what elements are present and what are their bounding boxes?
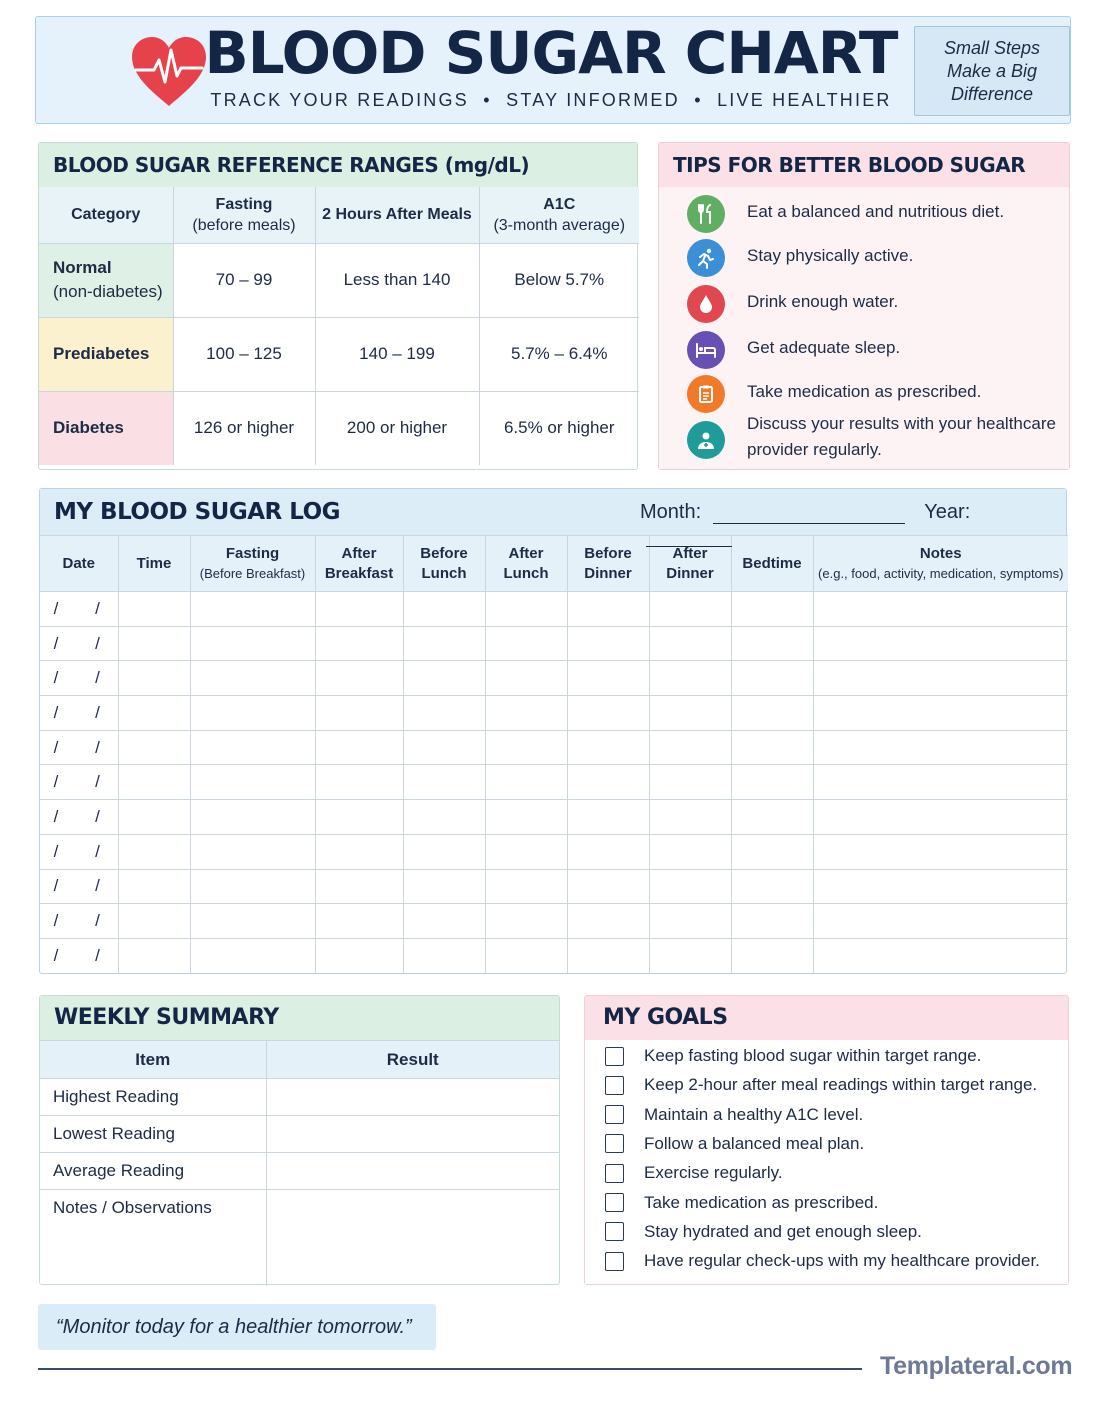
- log-entry-cell[interactable]: [813, 592, 1068, 627]
- log-entry-cell[interactable]: [813, 730, 1068, 765]
- water-drop-icon: [687, 285, 725, 323]
- reference-ranges-panel: [38, 142, 638, 470]
- log-entry-cell[interactable]: [118, 592, 190, 627]
- log-entry-cell[interactable]: [315, 626, 403, 661]
- goal-text: Maintain a healthy A1C level.: [644, 1104, 864, 1124]
- log-entry-cell[interactable]: [485, 938, 567, 973]
- goal-text: Exercise regularly.: [644, 1163, 783, 1183]
- summary-result-cell[interactable]: [266, 1190, 559, 1286]
- slogan-line: Small Steps: [943, 38, 1041, 58]
- log-title: MY BLOOD SUGAR LOG: [40, 489, 1066, 535]
- log-entry-cell[interactable]: [190, 592, 315, 627]
- range-cell: 5.7% – 6.4%: [479, 317, 639, 391]
- category-prediabetes: Prediabetes: [39, 317, 173, 391]
- slogan-line: Make a Big: [946, 61, 1038, 81]
- tip-text: Eat a balanced and nutritious diet.: [747, 202, 1005, 221]
- log-entry-cell[interactable]: [403, 834, 485, 869]
- date-cell[interactable]: / /: [40, 800, 118, 835]
- summary-row-label: Highest Reading: [40, 1079, 266, 1116]
- log-entry-cell[interactable]: [485, 869, 567, 904]
- category-diabetes: Diabetes: [39, 391, 173, 465]
- goal-checkbox[interactable]: [605, 1047, 624, 1066]
- goal-item: [605, 1193, 878, 1213]
- log-entry-cell[interactable]: [190, 730, 315, 765]
- log-entry-cell[interactable]: [403, 904, 485, 939]
- goal-item: [605, 1105, 863, 1125]
- log-row: [40, 834, 1068, 869]
- goal-checkbox[interactable]: [605, 1193, 624, 1212]
- goal-checkbox[interactable]: [605, 1252, 624, 1271]
- log-entry-cell[interactable]: [190, 800, 315, 835]
- log-row: [40, 765, 1068, 800]
- weekly-summary-title: WEEKLY SUMMARY: [40, 996, 559, 1040]
- header-a1c: A1C (3-month average): [479, 187, 639, 243]
- log-entry-cell[interactable]: [485, 696, 567, 731]
- log-entry-cell[interactable]: [118, 904, 190, 939]
- tips-panel: [658, 142, 1070, 470]
- goal-item: [605, 1251, 1040, 1271]
- log-entry-cell[interactable]: [118, 869, 190, 904]
- year-label: Year:: [924, 501, 971, 523]
- goal-checkbox[interactable]: [605, 1076, 624, 1095]
- log-entry-cell[interactable]: [649, 904, 731, 939]
- doctor-icon: [687, 421, 725, 459]
- date-cell[interactable]: / /: [40, 869, 118, 904]
- log-row: [40, 661, 1068, 696]
- brand-link[interactable]: Templateral.com: [880, 1352, 1073, 1380]
- log-entry-cell[interactable]: [118, 938, 190, 973]
- log-entry-cell[interactable]: [190, 938, 315, 973]
- range-cell: Less than 140: [315, 243, 479, 317]
- footer-divider: [38, 1368, 862, 1370]
- log-entry-cell[interactable]: [649, 592, 731, 627]
- log-body: [40, 592, 1068, 974]
- tips-title: TIPS FOR BETTER BLOOD SUGAR: [659, 143, 1069, 187]
- range-cell: Below 5.7%: [479, 243, 639, 317]
- tip-item: [687, 239, 1057, 277]
- tip-text: Discuss your results with your healthcare provider regularly.: [747, 414, 1056, 459]
- goal-item: [605, 1075, 1037, 1095]
- log-column-header: Before Dinner: [567, 536, 649, 592]
- date-cell[interactable]: / /: [40, 765, 118, 800]
- log-column-header: Fasting (Before Breakfast): [190, 536, 315, 592]
- log-entry-cell[interactable]: [315, 938, 403, 973]
- log-entry-cell[interactable]: [315, 834, 403, 869]
- log-entry-cell[interactable]: [315, 730, 403, 765]
- goal-item: [605, 1134, 864, 1154]
- log-column-header: After Dinner: [649, 536, 731, 592]
- summary-row-label: Lowest Reading: [40, 1116, 266, 1153]
- month-label: Month:: [640, 501, 702, 523]
- log-entry-cell[interactable]: [403, 592, 485, 627]
- log-entry-cell[interactable]: [118, 696, 190, 731]
- log-entry-cell[interactable]: [485, 834, 567, 869]
- log-entry-cell[interactable]: [118, 834, 190, 869]
- log-entry-cell[interactable]: [567, 834, 649, 869]
- log-entry-cell[interactable]: [649, 800, 731, 835]
- log-row: [40, 696, 1068, 731]
- tip-text: Take medication as prescribed.: [747, 382, 982, 401]
- log-entry-cell[interactable]: [190, 661, 315, 696]
- log-entry-cell[interactable]: [118, 730, 190, 765]
- log-entry-cell[interactable]: [731, 626, 813, 661]
- log-entry-cell[interactable]: [649, 869, 731, 904]
- log-row: [40, 869, 1068, 904]
- summary-row-label: Notes / Observations: [40, 1190, 266, 1286]
- log-entry-cell[interactable]: [649, 696, 731, 731]
- summary-result-cell[interactable]: [266, 1079, 559, 1116]
- log-column-header: After Breakfast: [315, 536, 403, 592]
- log-entry-cell[interactable]: [649, 938, 731, 973]
- tip-item: [687, 195, 1057, 233]
- log-entry-cell[interactable]: [567, 765, 649, 800]
- log-entry-cell[interactable]: [649, 834, 731, 869]
- log-entry-cell[interactable]: [731, 800, 813, 835]
- tip-item: [687, 285, 1057, 323]
- log-row: [40, 730, 1068, 765]
- log-column-header: Bedtime: [731, 536, 813, 592]
- running-icon: [687, 239, 725, 277]
- goal-text: Follow a balanced meal plan.: [644, 1133, 865, 1153]
- tip-text: Get adequate sleep.: [747, 338, 901, 357]
- log-entry-cell[interactable]: [731, 592, 813, 627]
- log-row: [40, 626, 1068, 661]
- log-entry-cell[interactable]: [403, 696, 485, 731]
- log-entry-cell[interactable]: [567, 800, 649, 835]
- log-entry-cell[interactable]: [649, 765, 731, 800]
- log-entry-cell[interactable]: [567, 696, 649, 731]
- goal-text: Keep 2-hour after meal readings within target range.: [644, 1075, 1038, 1095]
- bed-icon: [687, 331, 725, 369]
- goal-checkbox[interactable]: [605, 1105, 624, 1124]
- goal-text: Take medication as prescribed.: [644, 1192, 879, 1212]
- log-entry-cell[interactable]: [190, 696, 315, 731]
- log-entry-cell[interactable]: [403, 661, 485, 696]
- log-entry-cell[interactable]: [813, 626, 1068, 661]
- slogan-box: [914, 26, 1070, 116]
- goal-checkbox[interactable]: [605, 1134, 624, 1153]
- log-entry-cell[interactable]: [567, 904, 649, 939]
- tip-text: Stay physically active.: [747, 246, 914, 265]
- month-field[interactable]: [713, 504, 905, 524]
- log-column-header: After Lunch: [485, 536, 567, 592]
- my-goals-title: MY GOALS: [585, 996, 1068, 1040]
- log-entry-cell[interactable]: [813, 696, 1068, 731]
- year-field[interactable]: [646, 527, 732, 547]
- log-entry-cell[interactable]: [649, 626, 731, 661]
- log-entry-cell[interactable]: [567, 938, 649, 973]
- date-cell[interactable]: / /: [40, 626, 118, 661]
- header-category: Category: [39, 187, 173, 243]
- log-entry-cell[interactable]: [190, 765, 315, 800]
- date-cell[interactable]: / /: [40, 661, 118, 696]
- log-table: [40, 535, 1068, 973]
- log-entry-cell[interactable]: [315, 765, 403, 800]
- log-entry-cell[interactable]: [118, 765, 190, 800]
- log-row: [40, 938, 1068, 973]
- log-entry-cell[interactable]: [731, 834, 813, 869]
- date-cell[interactable]: / /: [40, 592, 118, 627]
- goals-list: [585, 1040, 1068, 1284]
- summary-row-label: Average Reading: [40, 1153, 266, 1190]
- reference-ranges-title: BLOOD SUGAR REFERENCE RANGES (mg/dL): [39, 143, 637, 187]
- log-entry-cell[interactable]: [485, 800, 567, 835]
- log-entry-cell[interactable]: [813, 834, 1068, 869]
- log-entry-cell[interactable]: [813, 765, 1068, 800]
- log-entry-cell[interactable]: [567, 730, 649, 765]
- goal-checkbox[interactable]: [605, 1164, 624, 1183]
- date-cell[interactable]: / /: [40, 696, 118, 731]
- log-entry-cell[interactable]: [567, 592, 649, 627]
- goal-item: [605, 1046, 981, 1066]
- log-entry-cell[interactable]: [485, 730, 567, 765]
- date-cell[interactable]: / /: [40, 730, 118, 765]
- log-entry-cell[interactable]: [118, 661, 190, 696]
- reference-table: [39, 187, 639, 465]
- range-cell: 200 or higher: [315, 391, 479, 465]
- log-entry-cell[interactable]: [649, 661, 731, 696]
- log-entry-cell[interactable]: [190, 869, 315, 904]
- header-after-meals: 2 Hours After Meals: [315, 187, 479, 243]
- weekly-summary-panel: [39, 995, 560, 1285]
- log-entry-cell[interactable]: [485, 592, 567, 627]
- date-cell[interactable]: / /: [40, 904, 118, 939]
- range-cell: 70 – 99: [173, 243, 315, 317]
- log-entry-cell[interactable]: [649, 730, 731, 765]
- log-entry-cell[interactable]: [190, 904, 315, 939]
- summary-result-cell[interactable]: [266, 1153, 559, 1190]
- goal-text: Stay hydrated and get enough sleep.: [644, 1221, 922, 1241]
- goal-text: Have regular check-ups with my healthcare provider.: [644, 1251, 1040, 1271]
- log-entry-cell[interactable]: [731, 904, 813, 939]
- log-entry-cell[interactable]: [403, 730, 485, 765]
- log-entry-cell[interactable]: [813, 661, 1068, 696]
- log-entry-cell[interactable]: [403, 938, 485, 973]
- log-entry-cell[interactable]: [485, 904, 567, 939]
- log-entry-cell[interactable]: [567, 661, 649, 696]
- log-row: [40, 904, 1068, 939]
- page-subtitle: TRACK YOUR READINGS • STAY INFORMED • LIVE HEALTHIER: [210, 90, 892, 110]
- weekly-summary-table: [40, 1040, 559, 1286]
- summary-result-cell[interactable]: [266, 1116, 559, 1153]
- log-entry-cell[interactable]: [485, 765, 567, 800]
- header-item: Item: [40, 1041, 266, 1079]
- date-cell[interactable]: / /: [40, 938, 118, 973]
- log-entry-cell[interactable]: [315, 661, 403, 696]
- range-cell: 126 or higher: [173, 391, 315, 465]
- log-entry-cell[interactable]: [731, 869, 813, 904]
- log-row: [40, 592, 1068, 627]
- log-entry-cell[interactable]: [813, 938, 1068, 973]
- category-normal: Normal (non-diabetes): [39, 243, 173, 317]
- log-entry-cell[interactable]: [813, 904, 1068, 939]
- log-entry-cell[interactable]: [403, 869, 485, 904]
- log-column-header: Notes (e.g., food, activity, medication, symptoms): [813, 536, 1068, 592]
- log-column-header: Time: [118, 536, 190, 592]
- tip-item: [687, 411, 1057, 463]
- range-cell: 140 – 199: [315, 317, 479, 391]
- log-entry-cell[interactable]: [190, 834, 315, 869]
- header-fasting: Fasting (before meals): [173, 187, 315, 243]
- log-entry-cell[interactable]: [118, 800, 190, 835]
- log-entry-cell[interactable]: [315, 904, 403, 939]
- tip-item: [687, 331, 1057, 369]
- log-entry-cell[interactable]: [403, 800, 485, 835]
- goal-checkbox[interactable]: [605, 1222, 624, 1241]
- log-entry-cell[interactable]: [731, 938, 813, 973]
- my-goals-panel: [584, 995, 1069, 1285]
- range-cell: 100 – 125: [173, 317, 315, 391]
- log-column-header: Date: [40, 536, 118, 592]
- log-entry-cell[interactable]: [485, 661, 567, 696]
- log-entry-cell[interactable]: [813, 869, 1068, 904]
- month-year-fields: [640, 501, 1066, 547]
- log-entry-cell[interactable]: [567, 626, 649, 661]
- header-result: Result: [266, 1041, 559, 1079]
- log-column-header: Before Lunch: [403, 536, 485, 592]
- clipboard-icon: [687, 375, 725, 413]
- range-cell: 6.5% or higher: [479, 391, 639, 465]
- slogan-line: Difference: [950, 84, 1034, 104]
- blood-sugar-log-panel: [39, 488, 1067, 974]
- log-entry-cell[interactable]: [315, 592, 403, 627]
- log-entry-cell[interactable]: [731, 730, 813, 765]
- log-entry-cell[interactable]: [118, 626, 190, 661]
- log-entry-cell[interactable]: [485, 626, 567, 661]
- log-entry-cell[interactable]: [403, 626, 485, 661]
- log-entry-cell[interactable]: [567, 869, 649, 904]
- date-cell[interactable]: / /: [40, 834, 118, 869]
- log-entry-cell[interactable]: [813, 800, 1068, 835]
- log-entry-cell[interactable]: [315, 800, 403, 835]
- log-entry-cell[interactable]: [190, 626, 315, 661]
- log-row: [40, 800, 1068, 835]
- goal-item: [605, 1163, 783, 1183]
- log-entry-cell[interactable]: [315, 696, 403, 731]
- log-entry-cell[interactable]: [731, 696, 813, 731]
- goal-item: [605, 1222, 922, 1242]
- log-entry-cell[interactable]: [731, 765, 813, 800]
- footer-quote: “Monitor today for a healthier tomorrow.”: [38, 1304, 436, 1350]
- log-entry-cell[interactable]: [403, 765, 485, 800]
- tips-list: [659, 187, 1069, 469]
- page-title: BLOOD SUGAR CHART: [204, 19, 898, 87]
- tip-text: Drink enough water.: [747, 292, 899, 311]
- log-entry-cell[interactable]: [315, 869, 403, 904]
- log-entry-cell[interactable]: [731, 661, 813, 696]
- fork-knife-icon: [687, 195, 725, 233]
- tip-item: [687, 375, 1057, 413]
- goal-text: Keep fasting blood sugar within target range.: [644, 1046, 982, 1065]
